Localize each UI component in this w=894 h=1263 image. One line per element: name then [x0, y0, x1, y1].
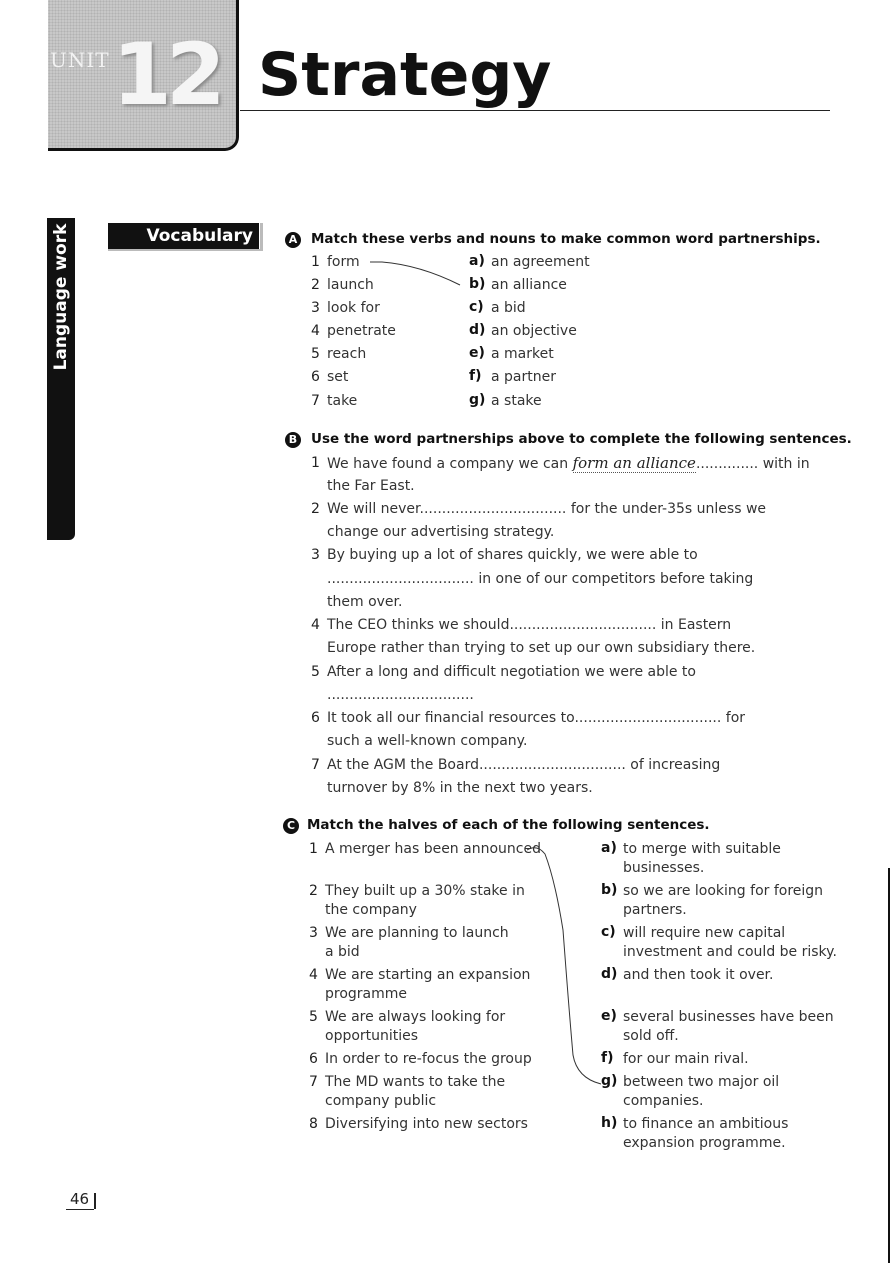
verb: set [327, 369, 349, 385]
left-half-cont: opportunities [325, 1028, 419, 1044]
example-match-curve [525, 840, 605, 1090]
answer-blank: ................................. [327, 571, 474, 587]
half-number: 8 [309, 1116, 318, 1132]
sentence-text [327, 500, 766, 518]
sentence-part: with in [762, 456, 810, 472]
half-letter: a) [601, 840, 617, 856]
section-b-heading: Use the word partnerships above to complete the following sentences. [311, 431, 852, 447]
left-half: A merger has been announced [325, 841, 541, 857]
half-number: 7 [309, 1074, 318, 1090]
sentence-part: At the AGM the Board [327, 757, 479, 773]
sentence-text: them over. [327, 594, 403, 610]
left-half: We are planning to launch [325, 925, 509, 941]
verb: reach [327, 346, 367, 362]
right-half: will require new capital [623, 925, 786, 941]
verb-number: 1 [311, 254, 320, 270]
sentence-text: the Far East. [327, 478, 415, 494]
verb-number: 5 [311, 346, 320, 362]
vocab-badge-shadow [108, 249, 263, 251]
left-half-cont: a bid [325, 944, 360, 960]
page-edge-rule [888, 868, 890, 1263]
left-half: Diversifying into new sectors [325, 1116, 528, 1132]
vocabulary-badge: Vocabulary [108, 223, 259, 249]
verb-number: 7 [311, 393, 320, 409]
left-half: We are always looking for [325, 1009, 506, 1025]
sentence-part: We will never [327, 501, 420, 517]
verb-number: 6 [311, 369, 320, 385]
right-half: between two major oil [623, 1074, 780, 1090]
left-half-cont: programme [325, 986, 408, 1002]
verb: take [327, 393, 358, 409]
sentence-part: for the under-35s unless we [570, 501, 767, 517]
half-number: 1 [309, 841, 318, 857]
sentence-text: change our advertising strategy. [327, 524, 555, 540]
vocab-badge-bar [260, 223, 263, 251]
verb: launch [327, 277, 374, 293]
left-half: We are starting an expansion [325, 967, 531, 983]
sentence-text: Europe rather than trying to set up our own subsidiary there. [327, 640, 756, 656]
answer-blank: ................................. [509, 617, 657, 633]
noun-letter: b) [469, 276, 486, 292]
sentence-part: It took all our financial resources to [327, 710, 575, 726]
answer-blank: ................................. [478, 757, 626, 773]
left-half: In order to re-focus the group [325, 1051, 532, 1067]
left-half: The MD wants to take the [325, 1074, 506, 1090]
left-half-cont: company public [325, 1093, 437, 1109]
half-letter: g) [601, 1073, 618, 1089]
title-rule [240, 110, 830, 111]
verb-number: 4 [311, 323, 320, 339]
sentence-text: By buying up a lot of shares quickly, we were able to [327, 547, 698, 563]
half-letter: h) [601, 1115, 618, 1131]
half-number: 6 [309, 1051, 318, 1067]
unit-number: 12 [112, 25, 220, 125]
left-half: They built up a 30% stake in [325, 883, 525, 899]
right-half-cont: companies. [623, 1093, 704, 1109]
sentence-text: turnover by 8% in the next two years. [327, 780, 593, 796]
verb: look for [327, 300, 380, 316]
sentence-part: for [725, 710, 746, 726]
right-half: for our main rival. [623, 1051, 749, 1067]
noun: a stake [491, 393, 542, 409]
side-tab-label-box [47, 218, 75, 376]
right-half: to merge with suitable [623, 841, 781, 857]
section-c-heading: Match the halves of each of the following sentences. [307, 817, 710, 833]
page-number-tick [94, 1193, 96, 1209]
section-a-heading: Match these verbs and nouns to make common word partnerships. [311, 231, 821, 247]
sentence-part: The CEO thinks we should [327, 617, 510, 633]
page-number-rule [66, 1209, 94, 1210]
noun: a bid [491, 300, 526, 316]
page-number: 46 [70, 1190, 90, 1208]
half-letter: d) [601, 966, 618, 982]
verb: penetrate [327, 323, 396, 339]
sentence-number: 1 [311, 455, 320, 471]
right-half-cont: partners. [623, 902, 687, 918]
right-half: several businesses have been [623, 1009, 834, 1025]
noun: a partner [491, 369, 556, 385]
answer-blank: ................................. [327, 687, 474, 703]
sentence-text [327, 454, 810, 473]
section-c-badge: C [283, 818, 299, 834]
half-number: 5 [309, 1009, 318, 1025]
right-half: and then took it over. [623, 967, 774, 983]
noun-letter: f) [469, 368, 482, 384]
noun: an agreement [491, 254, 590, 270]
sentence-number: 7 [311, 757, 320, 773]
sentence-part: in Eastern [660, 617, 732, 633]
noun: a market [491, 346, 554, 362]
right-half: to finance an ambitious [623, 1116, 789, 1132]
sentence-number: 5 [311, 664, 320, 680]
sentence-text: After a long and difficult negotiation we were able to [327, 664, 696, 680]
answer-blank: .............. [695, 456, 759, 472]
half-number: 4 [309, 967, 318, 983]
noun: an objective [491, 323, 577, 339]
sentence-number: 4 [311, 617, 320, 633]
side-tab-label: Language work [51, 223, 71, 371]
noun-letter: a) [469, 253, 485, 269]
sentence-text: such a well-known company. [327, 733, 528, 749]
left-half-cont: the company [325, 902, 417, 918]
verb-number: 2 [311, 277, 320, 293]
handwritten-answer: form an alliance [572, 454, 696, 472]
sentence-part: We have found a company we can [327, 456, 569, 472]
sentence-text [327, 616, 731, 634]
sentence-number: 6 [311, 710, 320, 726]
noun-letter: e) [469, 345, 485, 361]
right-half-cont: expansion programme. [623, 1135, 786, 1151]
half-letter: c) [601, 924, 616, 940]
page-title: Strategy [258, 40, 552, 110]
right-half: so we are looking for foreign [623, 883, 824, 899]
right-half-cont: businesses. [623, 860, 705, 876]
section-b-badge: B [285, 432, 301, 448]
example-match-line [360, 255, 470, 290]
answer-blank: ................................. [419, 501, 567, 517]
sentence-part: of increasing [630, 757, 721, 773]
verb: form [327, 254, 360, 270]
sentence-number: 2 [311, 501, 320, 517]
sentence-text [327, 570, 753, 588]
unit-label: UNIT [50, 48, 110, 72]
noun: an alliance [491, 277, 567, 293]
sentence-part: in one of our competitors before taking [478, 571, 754, 587]
half-letter: e) [601, 1008, 617, 1024]
noun-letter: g) [469, 392, 486, 408]
sentence-number: 3 [311, 547, 320, 563]
sentence-text [327, 756, 720, 774]
answer-blank: ................................. [574, 710, 722, 726]
half-letter: f) [601, 1050, 614, 1066]
noun-letter: c) [469, 299, 484, 315]
half-number: 3 [309, 925, 318, 941]
section-a-badge: A [285, 232, 301, 248]
right-half-cont: investment and could be risky. [623, 944, 837, 960]
half-letter: b) [601, 882, 618, 898]
sentence-text [327, 709, 745, 727]
right-half-cont: sold off. [623, 1028, 679, 1044]
half-number: 2 [309, 883, 318, 899]
verb-number: 3 [311, 300, 320, 316]
noun-letter: d) [469, 322, 486, 338]
